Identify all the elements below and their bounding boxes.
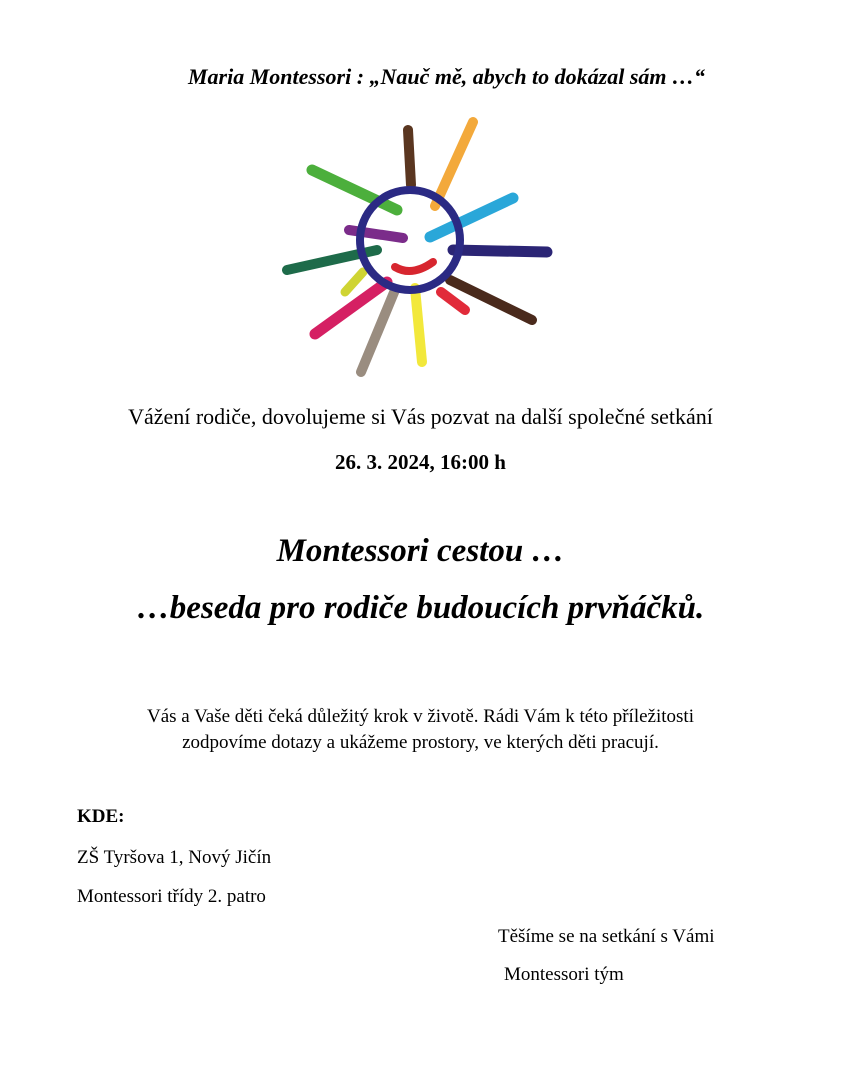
description-line1: Vás a Vaše děti čeká důležitý krok v životě. Rádi Vám k této příležitosti bbox=[147, 706, 694, 727]
ray-navy bbox=[453, 250, 547, 252]
montessori-sun-logo bbox=[275, 110, 565, 390]
ray-red bbox=[441, 292, 465, 310]
invitation-text: Vážení rodiče, dovolujeme si Vás pozvat na další společné setkání bbox=[128, 404, 713, 429]
closing-signature: Montessori tým bbox=[504, 964, 624, 985]
location-room: Montessori třídy 2. patro bbox=[77, 886, 266, 907]
event-title-line1: Montessori cestou … bbox=[276, 533, 565, 569]
event-datetime: 26. 3. 2024, 16:00 h bbox=[335, 450, 506, 474]
sun-mouth bbox=[395, 262, 433, 271]
description-line2: zodpovíme dotazy a ukážeme prostory, ve kterých děti pracují. bbox=[182, 732, 659, 753]
event-title-line2: …beseda pro rodiče budoucích prvňáčků. bbox=[136, 590, 705, 626]
ray-brown bbox=[408, 130, 411, 185]
location-label: KDE: bbox=[77, 806, 125, 827]
ray-green bbox=[312, 170, 397, 210]
ray-yellow bbox=[415, 288, 422, 362]
closing-greeting: Těšíme se na setkání s Vámi bbox=[498, 926, 715, 947]
location-address: ZŠ Tyršova 1, Nový Jičín bbox=[77, 847, 272, 868]
ray-orange bbox=[435, 122, 473, 206]
quote-heading: Maria Montessori : „Nauč mě, abych to dokázal sám …“ bbox=[188, 64, 706, 89]
ray-yellowgreen bbox=[345, 272, 363, 292]
